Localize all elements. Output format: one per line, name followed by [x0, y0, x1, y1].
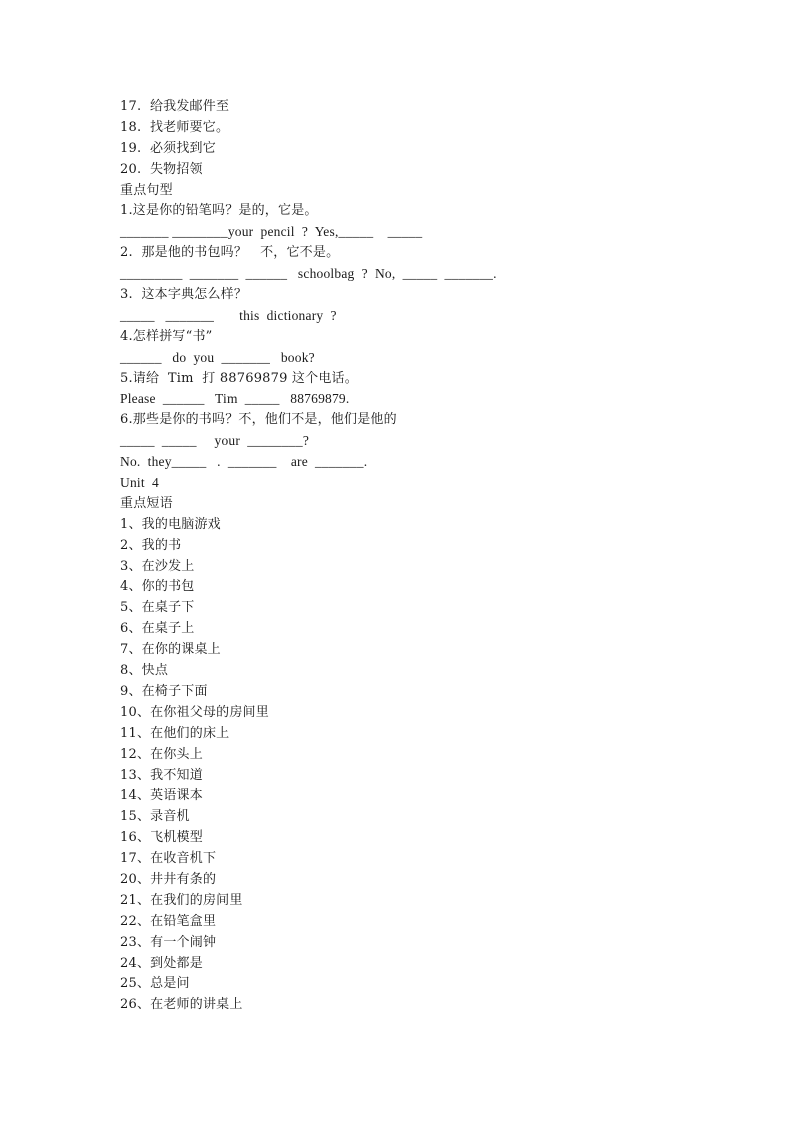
text-line: 6.那些是你的书吗？不，他们不是，他们是他的	[120, 412, 397, 428]
phrase-item: 20、井井有条的	[120, 871, 217, 887]
phrase-item: 14、英语课本	[120, 788, 203, 804]
phrase-item: 17、在收音机下	[120, 851, 217, 867]
phrase-item: 16、飞机模型	[120, 830, 203, 846]
fill-in-line: _______ ________your pencil ? Yes,_____ _____	[120, 224, 423, 240]
phrase-item: 12、在你头上	[120, 746, 203, 762]
phrase-item: 5、在桌子下	[120, 600, 195, 616]
fill-in-line: _____ _____ your ________?	[120, 433, 310, 449]
text-line: 1.这是你的铅笔吗？是的，它是。	[120, 203, 318, 219]
phrase-item: 4、你的书包	[120, 579, 195, 595]
phrase-item: 3、在沙发上	[120, 558, 195, 574]
phrase-item: 6、在桌子上	[120, 621, 195, 637]
phrase-item: 2、我的书	[120, 537, 182, 553]
phrase-item: 1、我的电脑游戏	[120, 516, 221, 532]
unit-heading: Unit 4	[120, 475, 159, 491]
text-line: 4.怎样拼写“书”	[120, 328, 213, 344]
fill-in-line: _____ _______ this dictionary ?	[120, 307, 337, 323]
phrase-item: 21、在我们的房间里	[120, 892, 243, 908]
text-line: 5.请给 Tim 打 88769879 这个电话。	[120, 370, 358, 386]
phrase-item: 8、快点	[120, 663, 169, 679]
phrase-item: 22、在铅笔盒里	[120, 913, 217, 929]
phrase-item: 15、录音机	[120, 809, 190, 825]
fill-in-line: No. they_____ . _______ are _______.	[120, 454, 368, 470]
text-line: 17. 给我发邮件至	[120, 99, 230, 114]
phrase-item: 26、在老师的讲桌上	[120, 997, 243, 1013]
fill-in-line: _________ _______ ______ schoolbag ? No, _____ _______.	[120, 266, 497, 282]
phrase-item: 10、在你祖父母的房间里	[120, 704, 269, 720]
text-line: 18. 找老师要它。	[120, 119, 230, 135]
text-line: 3. 这本字典怎么样？	[120, 287, 248, 303]
phrase-item: 9、在椅子下面	[120, 683, 208, 699]
phrase-item: 7、在你的课桌上	[120, 642, 221, 658]
fill-in-line: Please ______ Tim _____ 88769879.	[120, 391, 350, 407]
phrase-item: 13、我不知道	[120, 767, 203, 783]
text-line: 2. 那是他的书包吗？ 不，它不是。	[120, 245, 340, 261]
text-line: 20. 失物招领	[120, 161, 203, 177]
phrase-item: 25、总是问	[120, 976, 190, 992]
text-line: 19. 必须找到它	[120, 140, 216, 156]
phrase-item: 23、有一个闹钟	[120, 934, 217, 950]
section-heading: 重点短语	[120, 495, 173, 511]
phrase-item: 11、在他们的床上	[120, 725, 230, 741]
phrase-item: 24、到处都是	[120, 955, 203, 971]
document-content	[120, 97, 720, 1016]
section-heading: 重点句型	[120, 182, 173, 198]
fill-in-line: ______ do you _______ book?	[120, 349, 315, 365]
